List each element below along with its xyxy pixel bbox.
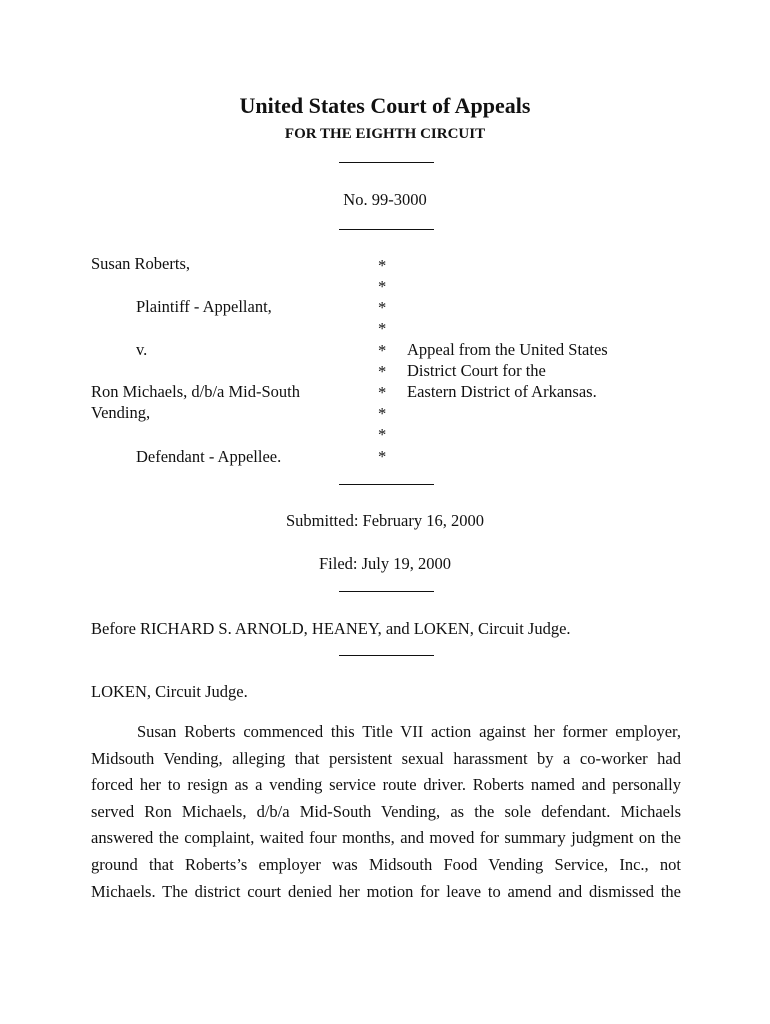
appeal-line2: District Court for the — [407, 361, 546, 380]
defendant-name-line1: Ron Michaels, d/b/a Mid-South — [91, 382, 300, 401]
caption-star: * — [378, 362, 387, 381]
opinion-paragraph — [91, 719, 681, 905]
plaintiff-role: Plaintiff - Appellant, — [136, 297, 272, 316]
court-name: United States Court of Appeals — [239, 93, 531, 118]
caption-star: * — [378, 341, 387, 360]
caption-star: * — [378, 298, 387, 317]
divider — [339, 591, 434, 592]
opinion-line: Michaels. The district court denied her motion for leave to amend and dismissed the — [91, 881, 681, 901]
circuit-name: FOR THE EIGHTH CIRCUIT — [284, 126, 486, 142]
versus: v. — [136, 340, 148, 359]
filed-date: Filed: July 19, 2000 — [318, 554, 451, 573]
defendant-name-line2: Vending, — [91, 403, 151, 422]
appeal-line3: Eastern District of Arkansas. — [407, 382, 597, 401]
caption-star: * — [378, 404, 387, 423]
opinion-line: forced her to resign as a vending service route driver. Roberts named and personally — [91, 775, 681, 795]
appeal-line1: Appeal from the United States — [407, 340, 608, 359]
opinion-line: served Ron Michaels, d/b/a Mid-South Vending, as the sole defendant. Michaels — [91, 801, 681, 821]
caption-star: * — [378, 319, 387, 338]
opinion-line: Susan Roberts commenced this Title VII action against her former employer, — [137, 722, 681, 741]
opinion-line: answered the complaint, waited four months, and moved for summary judgment on the — [91, 828, 681, 848]
caption-star: * — [378, 383, 387, 402]
opinion-line: Midsouth Vending, alleging that persistent sexual harassment by a co-worker had — [91, 748, 681, 768]
defendant-role: Defendant - Appellee. — [136, 447, 282, 466]
divider — [339, 229, 434, 230]
submitted-date: Submitted: February 16, 2000 — [286, 511, 484, 530]
caption-star: * — [378, 447, 387, 466]
opinion-author: LOKEN, Circuit Judge. — [91, 682, 248, 701]
panel-line: Before RICHARD S. ARNOLD, HEANEY, and LOKEN, Circuit Judge. — [91, 619, 571, 638]
plaintiff-name: Susan Roberts, — [91, 254, 190, 273]
caption-star: * — [378, 256, 387, 275]
divider — [339, 162, 434, 163]
docket-number: No. 99-3000 — [343, 190, 427, 209]
caption-star: * — [378, 277, 387, 296]
divider — [339, 484, 434, 485]
opinion-line: ground that Roberts’s employer was Midsouth Food Vending Service, Inc., not — [91, 854, 681, 874]
caption-star: * — [378, 425, 387, 444]
divider — [339, 655, 434, 656]
